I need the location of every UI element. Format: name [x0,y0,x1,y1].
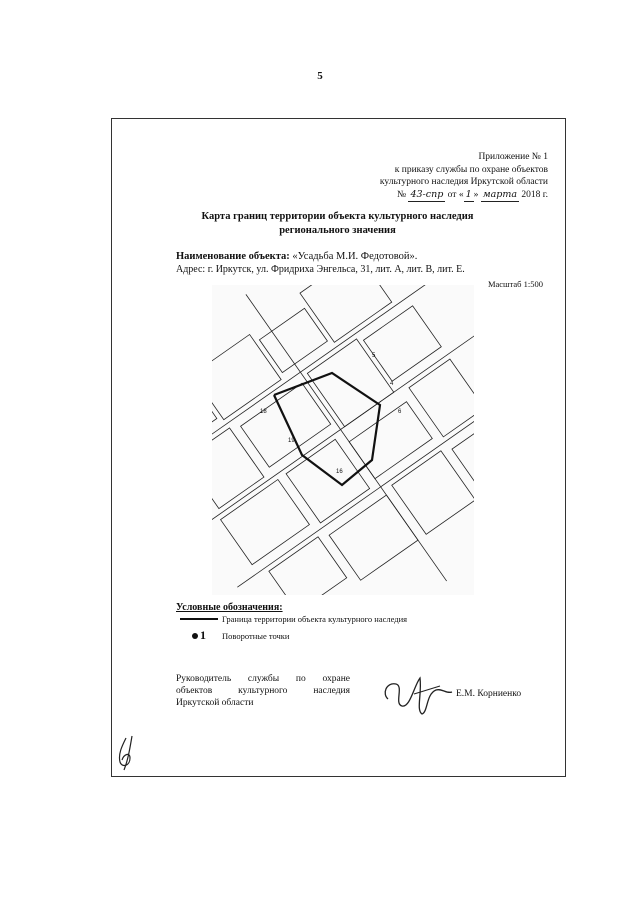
order-year: 2018 г. [521,189,548,200]
map-point-label: 19 [288,438,295,444]
page-number: 5 [317,70,323,82]
title-line-2: регионального значения [279,225,396,236]
map-point-label: 6 [398,409,402,415]
appendix-header [288,151,548,202]
order-number: 43-спр [408,189,445,203]
order-month: марта [481,189,519,203]
map-scale: Масштаб 1:500 [487,279,543,289]
map-point-label: 5 [372,353,376,359]
legend-item-boundary [176,614,407,624]
order-number-line [288,189,548,203]
map-point-label: 4 [390,381,394,387]
appendix-line-2: к приказу службы по охране объектов [394,164,548,175]
turning-point-icon [176,628,222,643]
legend-label: Граница территории объекта культурного наследия [222,614,408,624]
legend-item-points [176,628,289,643]
object-name-label: Наименование объекта: [176,251,290,262]
number-prefix: № [397,189,407,200]
order-day: 1 [464,189,474,203]
map-point-label: 18 [260,409,267,415]
signer-position [176,673,350,709]
signer-line-1: Руководитель службы по охране [176,674,350,684]
point-symbol-text: 1 [200,628,206,642]
date-mid: » [473,189,479,200]
signature-image [380,664,460,724]
signer-name: Е.М. Корниенко [456,689,522,699]
signer-line-2: объектов культурного наследия [176,686,350,696]
legend-label: Поворотные точки [222,630,290,641]
cadastral-map [212,285,474,595]
object-address: Адрес: г. Иркутск, ул. Фридриха Энгельса, 31, лит. А, лит. В, лит. Е. [176,264,465,275]
map-point-label: 16 [336,469,343,475]
appendix-line-3: культурного наследия Иркутской области [379,177,548,187]
object-name-value: «Усадьба М.И. Федотовой». [292,251,418,262]
boundary-line-icon [176,618,222,620]
appendix-line-1: Приложение № 1 [478,152,548,162]
document-title [111,210,564,238]
signer-line-3: Иркутской области [176,698,254,708]
object-name [176,251,417,262]
title-line-1: Карта границ территории объекта культурного наследия [201,211,474,222]
initials-mark [112,732,142,774]
legend-title: Условные обозначения: [176,602,283,613]
date-prefix: от « [447,189,464,200]
